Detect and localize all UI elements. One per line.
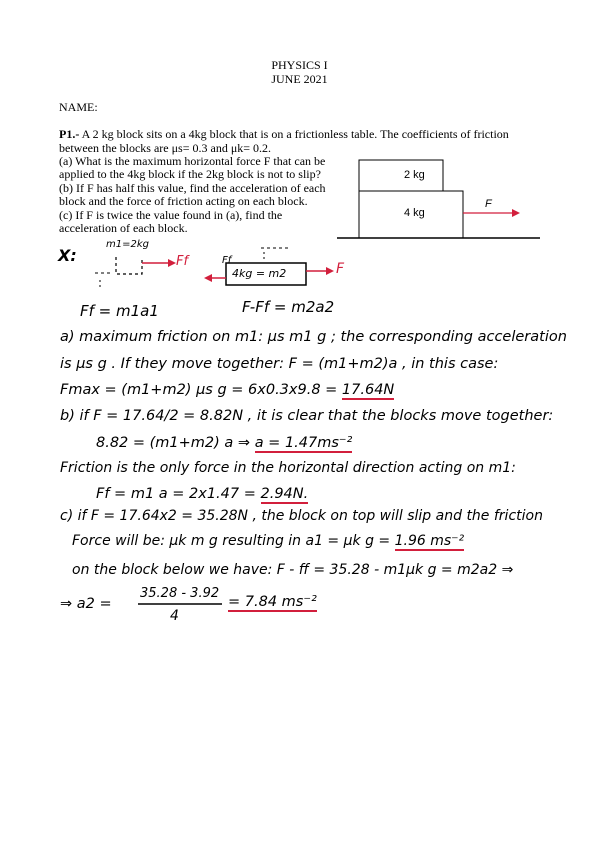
solution-c-line-3: on the block below we have: F - ff = 35.28 - m1μk g = m2a2 ⇒ xyxy=(72,562,514,578)
solution-a-line-2: is μs g . If they move together: F = (m1+m2)a , in this case: xyxy=(60,356,499,372)
answer-a: 17.64N xyxy=(341,382,395,398)
ff-label-1: Ff xyxy=(176,254,189,269)
statement-line-1: A 2 kg block sits on a 4kg block that is on a frictionless table. The coefficients of friction xyxy=(81,127,509,141)
solution-b-friction-eq: Ff = m1 a = 2x1.47 = xyxy=(96,486,256,502)
solution-c-line-4-prefix: ⇒ a2 = xyxy=(60,596,112,612)
eq-m1: Ff = m1a1 xyxy=(80,302,159,320)
bottom-block-label: 4 kg xyxy=(404,207,425,219)
m1-label: m1=2kg xyxy=(106,239,149,250)
x-label: X: xyxy=(58,246,77,265)
question-b-line-1: (b) If F has half this value, find the acceleration of each xyxy=(59,181,326,195)
solution-a-eq: Fmax = (m1+m2) μs g = 6x0.3x9.8 = xyxy=(60,382,338,398)
answer-c-a2-wrap xyxy=(228,594,317,610)
problem-number: P1.- xyxy=(59,127,80,141)
answer-c-a1: 1.96 ms⁻² xyxy=(394,533,465,549)
question-a-line-2: applied to the 4kg block if the 2kg block is not to slip? xyxy=(59,167,321,181)
exam-date: JUNE 2021 xyxy=(271,72,328,86)
top-block-label: 2 kg xyxy=(404,169,425,181)
solution-b-line-3: Friction is the only force in the horizontal direction acting on m1: xyxy=(60,460,516,476)
answer-b-friction: 2.94N. xyxy=(260,486,309,502)
solution-a-line-1: a) maximum friction on m1: μs m1 g ; the corresponding acceleration xyxy=(60,329,567,345)
question-c-line-1: (c) If F is twice the value found in (a), find the xyxy=(59,208,283,222)
answer-c-a2: = 7.84 ms⁻² xyxy=(228,594,317,610)
solution-b-line-1: b) if F = 17.64/2 = 8.82N , it is clear that the blocks move together: xyxy=(60,408,554,424)
name-label: NAME: xyxy=(59,100,98,114)
fraction-denominator: 4 xyxy=(170,608,179,624)
question-c-line-2: acceleration of each block. xyxy=(59,221,188,235)
solution-c-eq: Force will be: μk m g resulting in a1 = μk g = xyxy=(72,533,391,549)
block2-label: 4kg = m2 xyxy=(232,267,287,280)
f-label: F xyxy=(336,261,345,277)
question-b-line-2: block and the force of friction acting on each block. xyxy=(59,194,308,208)
answer-b-acceleration: a = 1.47ms⁻² xyxy=(254,435,353,451)
question-a-line-1: (a) What is the maximum horizontal force F that can be xyxy=(59,154,326,168)
ff-label-2: Ff xyxy=(222,255,232,266)
fraction-numerator: 35.28 - 3.92 xyxy=(140,586,220,601)
force-label: F xyxy=(485,198,492,210)
solution-c-line-1: c) if F = 17.64x2 = 35.28N , the block on top will slip and the friction xyxy=(60,508,543,524)
statement-line-2: between the blocks are μs= 0.3 and μk= 0.2. xyxy=(59,140,272,155)
solution-b-eq: 8.82 = (m1+m2) a ⇒ xyxy=(96,435,251,451)
eq-m2: F-Ff = m2a2 xyxy=(242,298,335,316)
course-title: PHYSICS I xyxy=(271,58,328,72)
